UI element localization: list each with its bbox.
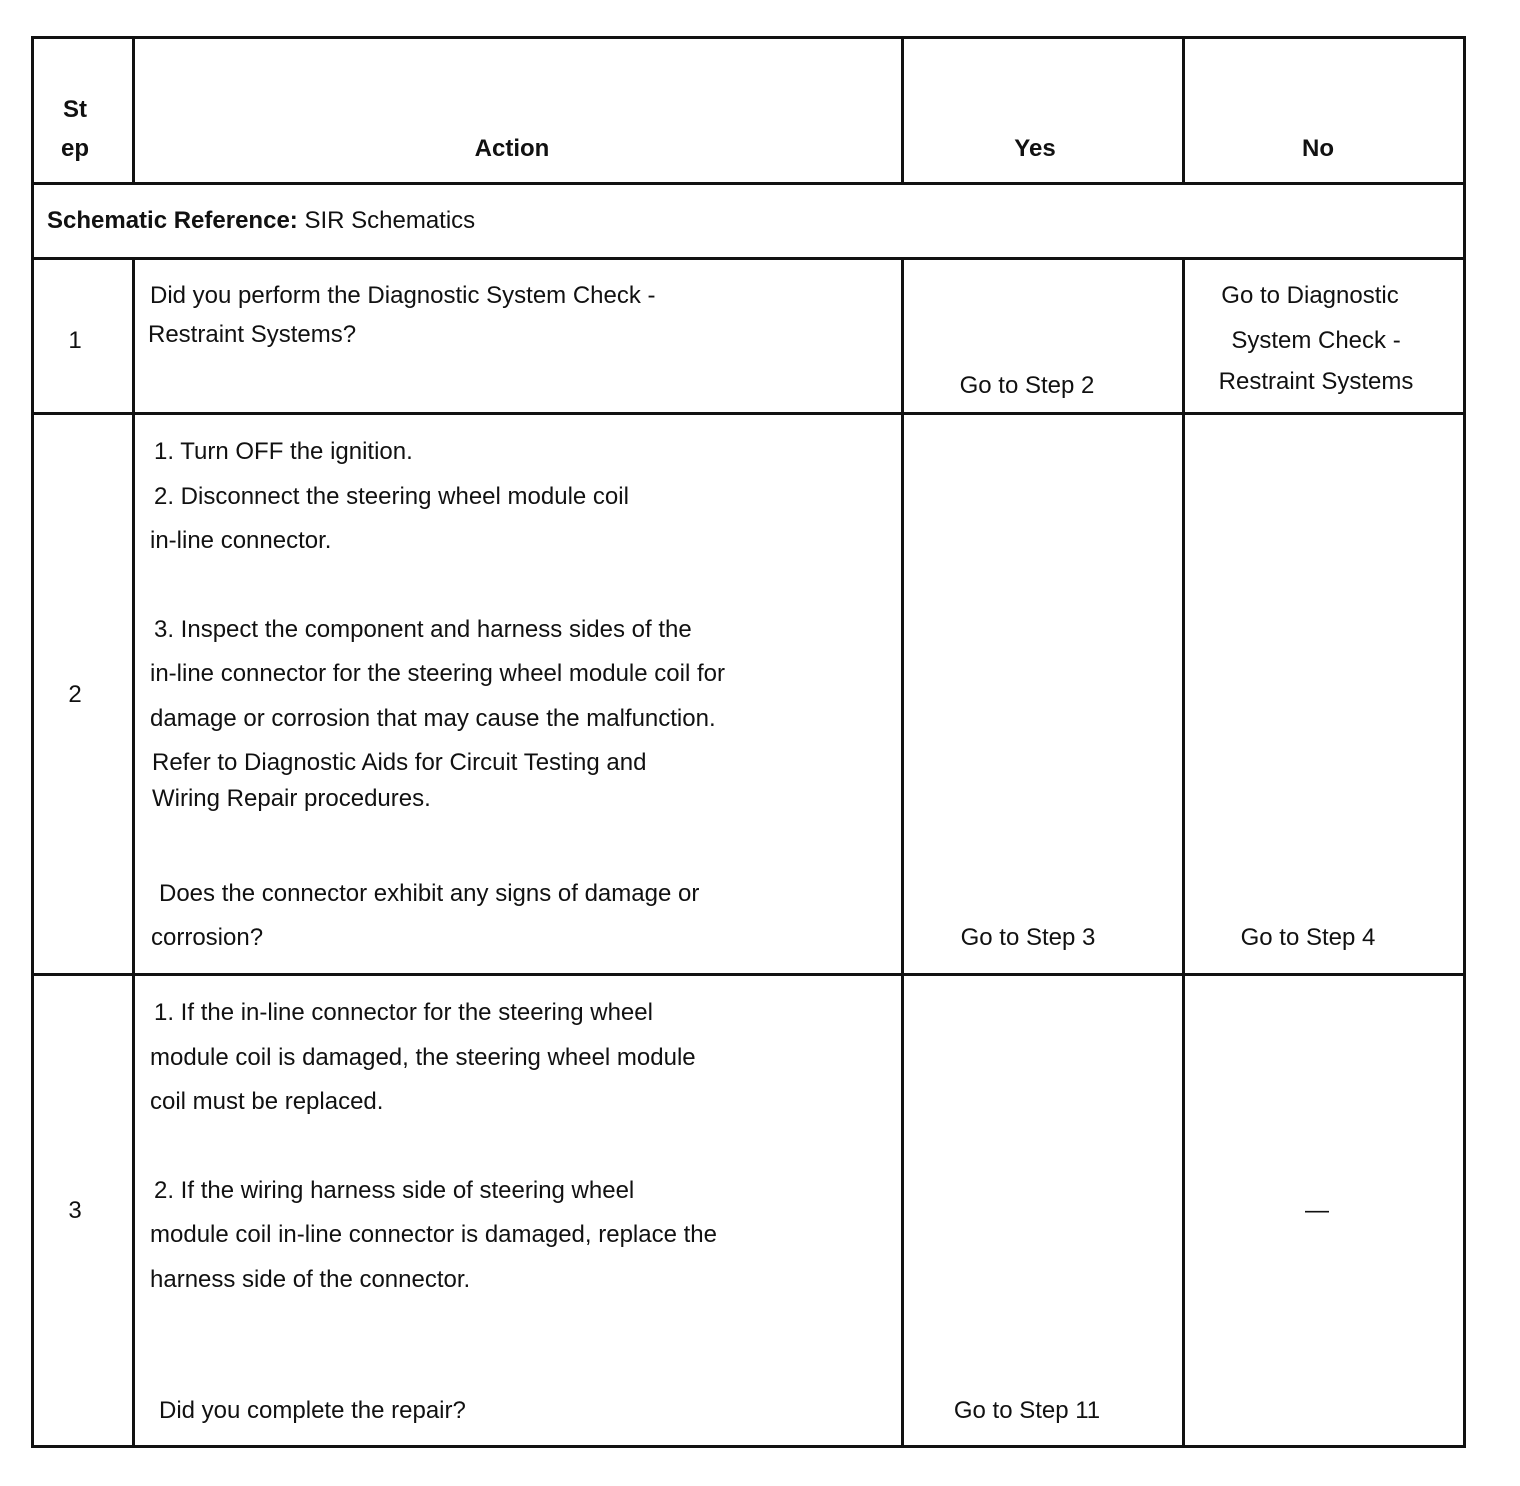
column-divider-no (1182, 257, 1185, 1448)
row-2-yes: Go to Step 3 (960, 924, 1096, 951)
row-2-action-line: 1. Turn OFF the ignition. (154, 438, 413, 465)
row-3-yes: Go to Step 11 (953, 1397, 1101, 1424)
schematic-reference (47, 207, 475, 235)
row-1-divider (31, 412, 1466, 415)
row-2-no: Go to Step 4 (1240, 924, 1376, 951)
row-3-no: — (1305, 1197, 1329, 1224)
row-2-action-line: 2. Disconnect the steering wheel module coil (154, 483, 629, 510)
row-3-action-line: module coil in-line connector is damaged, replace the (150, 1221, 717, 1248)
row-2-step: 2 (68, 681, 82, 708)
column-divider-no (1182, 36, 1185, 185)
row-1-step: 1 (68, 327, 82, 354)
row-1-no-line: System Check - (1231, 327, 1401, 354)
row-1-no-line: Restraint Systems (1218, 368, 1414, 395)
schematic-reference-label: Schematic Reference: (47, 207, 298, 234)
table-border-top (31, 36, 1466, 39)
row-3-action-line: module coil is damaged, the steering wheel module (150, 1044, 696, 1071)
row-3-action-line: 2. If the wiring harness side of steering wheel (154, 1177, 635, 1204)
diagnostic-table (31, 36, 1466, 1448)
row-1-action-line: Did you perform the Diagnostic System Check - (150, 282, 656, 309)
column-divider-action (132, 36, 135, 185)
header-divider (31, 182, 1466, 185)
column-divider-action (132, 257, 135, 1448)
table-border-left (31, 36, 34, 1448)
row-2-action-line: corrosion? (151, 924, 264, 951)
row-2-divider (31, 973, 1466, 976)
row-2-action-line: Refer to Diagnostic Aids for Circuit Testing and (152, 749, 647, 776)
row-3-step: 3 (68, 1197, 82, 1224)
schematic-reference-value: SIR Schematics (304, 207, 476, 234)
header-action: Action (474, 135, 550, 162)
header-step-line-1: St (63, 96, 87, 123)
column-divider-yes (901, 36, 904, 185)
row-3-action-line: coil must be replaced. (150, 1088, 384, 1115)
header-yes: Yes (1014, 135, 1056, 162)
header-no: No (1302, 135, 1334, 162)
row-2-action-line: in-line connector for the steering wheel module coil for (150, 660, 725, 687)
table-border-bottom (31, 1445, 1466, 1448)
row-2-action-line: in-line connector. (150, 527, 332, 554)
row-1-no-line: Go to Diagnostic (1221, 282, 1399, 309)
row-3-action-line: 1. If the in-line connector for the steering wheel (154, 999, 653, 1026)
header-step-line-2: ep (60, 135, 90, 162)
row-3-action-line: Did you complete the repair? (159, 1397, 466, 1424)
row-1-yes: Go to Step 2 (959, 372, 1095, 399)
row-2-action-line: damage or corrosion that may cause the malfunction. (150, 705, 716, 732)
row-2-action-line: 3. Inspect the component and harness sides of the (154, 616, 692, 643)
schematic-divider (31, 257, 1466, 260)
row-2-action-line: Does the connector exhibit any signs of damage or (159, 880, 700, 907)
row-3-action-line: harness side of the connector. (150, 1266, 471, 1293)
column-divider-yes (901, 257, 904, 1448)
row-2-action-line: Wiring Repair procedures. (152, 785, 431, 812)
table-border-right (1463, 36, 1466, 1448)
row-1-action-line: Restraint Systems? (148, 321, 357, 348)
